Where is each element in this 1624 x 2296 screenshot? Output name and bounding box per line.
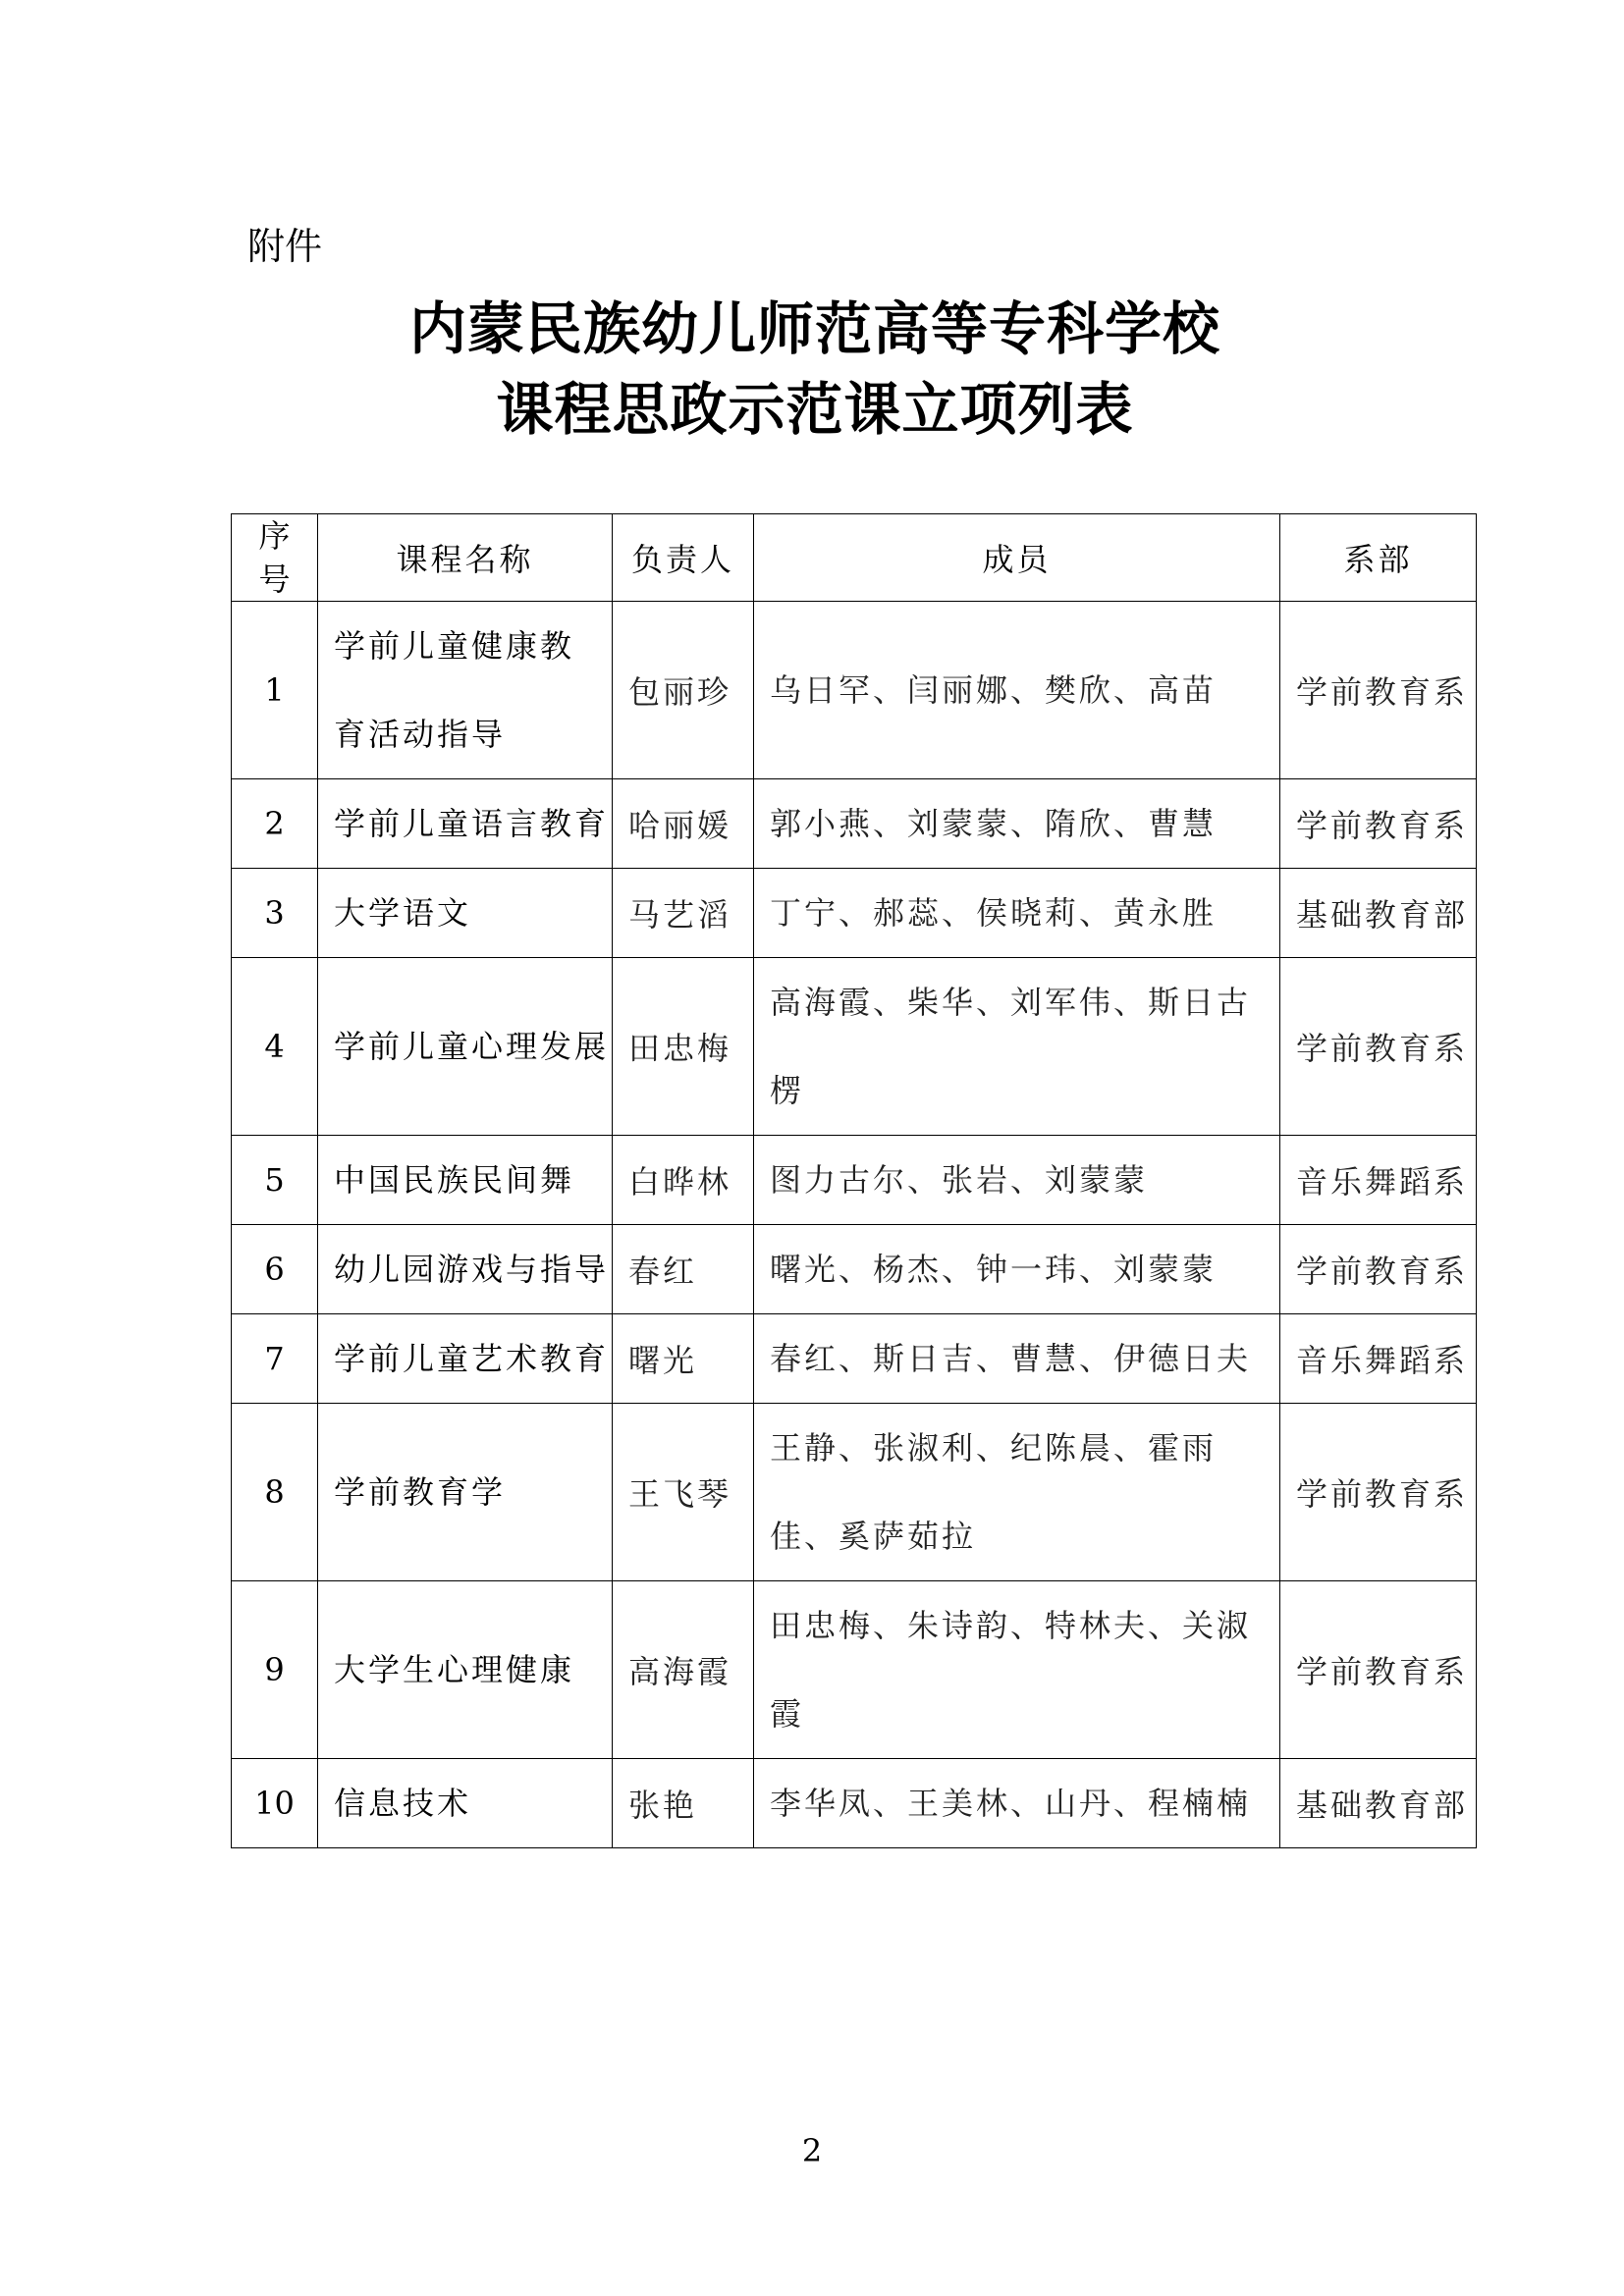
row-number: 4 [232,958,318,1136]
course-members: 高海霞、柴华、刘军伟、斯日古楞 [754,958,1280,1136]
table-row [232,779,1477,869]
course-lead: 曙光 [613,1314,754,1404]
course-lead: 马艺滔 [613,869,754,958]
row-number: 3 [232,869,318,958]
course-name: 信息技术 [318,1759,613,1848]
table-row [232,958,1477,1136]
table-header-row [232,514,1477,602]
course-members: 郭小燕、刘蒙蒙、隋欣、曹慧 [754,779,1280,869]
table-row [232,1314,1477,1404]
course-lead: 田忠梅 [613,958,754,1136]
table-row [232,602,1477,779]
header-lead: 负责人 [613,514,754,602]
course-department: 基础教育部 [1280,1759,1477,1848]
course-members: 王静、张淑利、纪陈晨、霍雨佳、奚萨茹拉 [754,1404,1280,1581]
table-row [232,1581,1477,1759]
table-row [232,1404,1477,1581]
course-department: 学前教育系 [1280,779,1477,869]
course-name: 学前儿童艺术教育 [318,1314,613,1404]
document-title-line-2: 课程思政示范课立项列表 [496,376,1134,443]
course-department: 学前教育系 [1280,602,1477,779]
header-course: 课程名称 [318,514,613,602]
course-name: 中国民族民间舞 [318,1136,613,1225]
row-number: 7 [232,1314,318,1404]
course-department: 基础教育部 [1280,869,1477,958]
course-lead: 白晔林 [613,1136,754,1225]
row-number: 1 [232,602,318,779]
course-members: 丁宁、郝蕊、侯晓莉、黄永胜 [754,869,1280,958]
course-name: 学前儿童健康教育活动指导 [318,602,613,779]
course-lead: 王飞琴 [613,1404,754,1581]
course-members: 图力古尔、张岩、刘蒙蒙 [754,1136,1280,1225]
header-department: 系部 [1280,514,1477,602]
course-name: 大学语文 [318,869,613,958]
header-seq-bottom: 号 [258,561,291,598]
document-title-line-1: 内蒙民族幼儿师范高等专科学校 [408,295,1220,362]
attachment-label: 附件 [247,225,323,268]
project-table [231,513,1477,1848]
table-row [232,1225,1477,1314]
course-lead: 包丽珍 [613,602,754,779]
row-number: 8 [232,1404,318,1581]
header-seq-top: 序 [258,517,291,555]
course-lead: 张艳 [613,1759,754,1848]
course-members: 曙光、杨杰、钟一玮、刘蒙蒙 [754,1225,1280,1314]
course-members: 田忠梅、朱诗韵、特林夫、关淑霞 [754,1581,1280,1759]
course-name: 大学生心理健康 [318,1581,613,1759]
course-lead: 哈丽媛 [613,779,754,869]
course-members: 乌日罕、闫丽娜、樊欣、高苗 [754,602,1280,779]
course-name: 学前儿童语言教育 [318,779,613,869]
table-row [232,869,1477,958]
course-name: 学前教育学 [318,1404,613,1581]
course-lead: 高海霞 [613,1581,754,1759]
row-number: 10 [232,1759,318,1848]
header-seq [232,514,318,602]
course-name: 幼儿园游戏与指导 [318,1225,613,1314]
course-name: 学前儿童心理发展 [318,958,613,1136]
course-department: 学前教育系 [1280,1404,1477,1581]
header-members: 成员 [754,514,1280,602]
course-department: 学前教育系 [1280,1581,1477,1759]
course-members: 春红、斯日吉、曹慧、伊德日夫 [754,1314,1280,1404]
course-members: 李华凤、王美林、山丹、程楠楠 [754,1759,1280,1848]
course-department: 音乐舞蹈系 [1280,1314,1477,1404]
course-department: 学前教育系 [1280,958,1477,1136]
page-number: 2 [801,2132,823,2169]
table-row [232,1136,1477,1225]
row-number: 5 [232,1136,318,1225]
table-row [232,1759,1477,1848]
row-number: 6 [232,1225,318,1314]
course-lead: 春红 [613,1225,754,1314]
row-number: 9 [232,1581,318,1759]
course-department: 学前教育系 [1280,1225,1477,1314]
row-number: 2 [232,779,318,869]
course-department: 音乐舞蹈系 [1280,1136,1477,1225]
